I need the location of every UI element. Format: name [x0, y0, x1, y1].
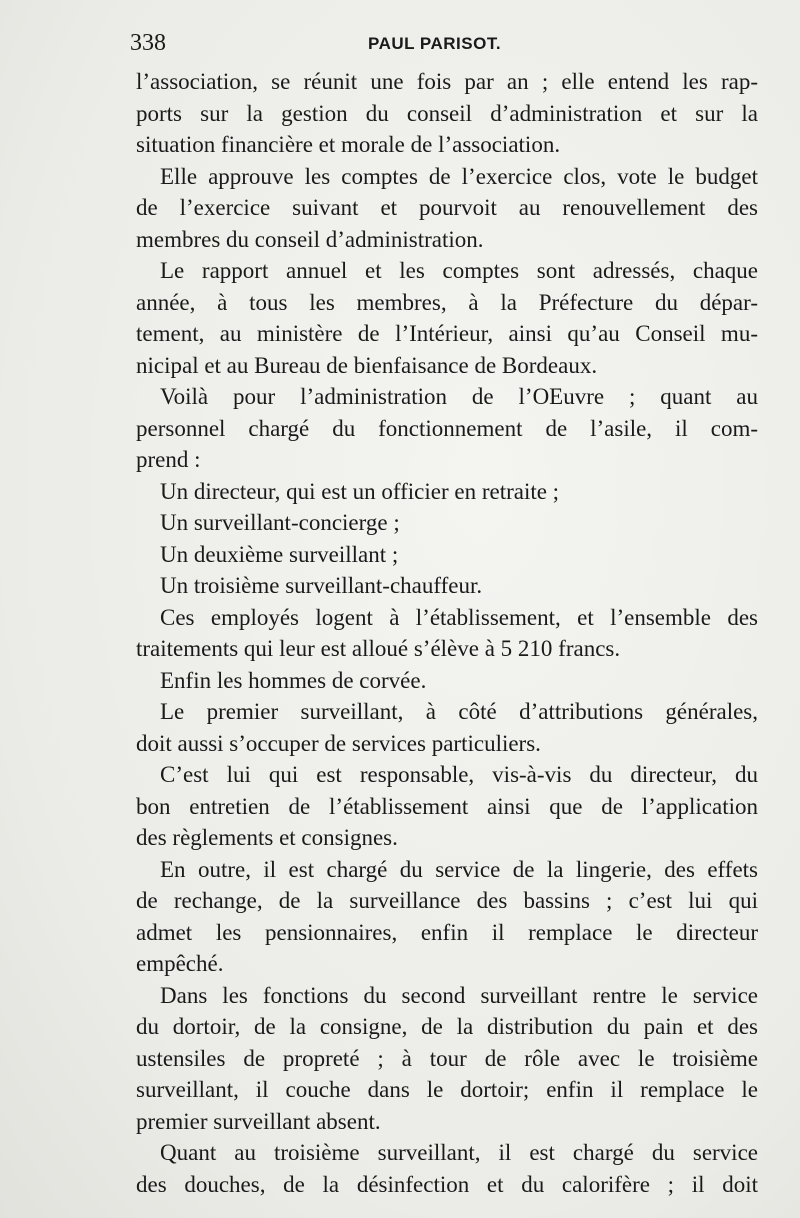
text-line: nicipal et au Bureau de bienfaisance de Bordeaux.	[136, 352, 598, 378]
text-line: Voilà pour l’administration de l’OEuvre ; quant au	[160, 384, 758, 409]
paragraph	[136, 602, 758, 665]
paragraph	[136, 665, 758, 697]
text-line: situation financière et morale de l’association.	[136, 132, 561, 157]
text-line: Le rapport annuel et les comptes sont adressés, chaque	[160, 258, 758, 283]
text-line: En outre, il est chargé du service de la lingerie, des effets	[160, 856, 758, 882]
text-line: Ces employés logent à l’établissement, et l’ensemble des	[160, 604, 758, 630]
text-line: Elle approuve les comptes de l’exercice clos, vote le budget	[160, 163, 758, 189]
text-line: de rechange, de la surveillance des bassins ; c’est lui qui	[136, 888, 758, 913]
running-head: PAUL PARISOT.	[368, 34, 502, 53]
text-line: Enfin les hommes de corvée.	[160, 667, 427, 693]
paragraph	[136, 570, 758, 602]
body-text	[136, 66, 758, 1200]
paragraph	[136, 255, 758, 381]
text-line: Un troisième surveillant-chauffeur.	[160, 573, 483, 598]
text-line: tement, au ministère de l’Intérieur, ainsi qu’au Conseil mu-	[136, 321, 758, 346]
text-line: l’association, se réunit une fois par an ; elle entend les rap-	[136, 69, 758, 94]
text-line: personnel chargé du fonctionnement de l’asile, il com-	[136, 415, 758, 441]
text-line: doit aussi s’occuper de services particuliers.	[136, 730, 541, 756]
paragraph	[136, 161, 758, 256]
text-line: année, à tous les membres, à la Préfecture du dépar-	[136, 289, 758, 315]
text-line: prend :	[136, 447, 201, 472]
text-line: Le premier surveillant, à côté d’attributions générales,	[160, 699, 758, 724]
text-line: traitements qui leur est alloué s’élève à 5 210 francs.	[136, 636, 621, 661]
text-line: Un directeur, qui est un officier en retraite ;	[160, 478, 560, 504]
text-line: Un surveillant-concierge ;	[160, 510, 400, 535]
page-number: 338	[130, 30, 166, 56]
text-line: du dortoir, de la consigne, de la distribution du pain et des	[136, 1014, 758, 1039]
paragraph	[136, 66, 758, 161]
text-line: ustensiles de propreté ; à tour de rôle avec le troisième	[136, 1045, 758, 1071]
paragraph	[136, 476, 758, 508]
text-line: des douches, de la désinfection et du calorifère ; il doit	[136, 1171, 758, 1197]
text-line: Dans les fonctions du second surveillant rentre le service	[160, 982, 758, 1008]
text-line: C’est lui qui est responsable, vis-à-vis du directeur, du	[160, 762, 758, 787]
text-line: membres du conseil d’administration.	[136, 226, 484, 252]
text-line: Quant au troisième surveillant, il est chargé du service	[160, 1140, 758, 1165]
paragraph	[136, 759, 758, 854]
paragraph	[136, 539, 758, 571]
paragraph	[136, 1137, 758, 1200]
text-line: ports sur la gestion du conseil d’administration et sur la	[136, 100, 758, 126]
text-line: premier surveillant absent.	[136, 1108, 381, 1134]
text-line: admet les pensionnaires, enfin il remplace le directeur	[136, 919, 758, 945]
paragraph	[136, 980, 758, 1138]
paragraph	[136, 696, 758, 759]
text-line: de l’exercice suivant et pourvoit au renouvellement des	[136, 195, 758, 220]
text-line: empêché.	[136, 951, 224, 976]
paragraph	[136, 854, 758, 980]
text-line: des règlements et consignes.	[136, 825, 398, 850]
paragraph	[136, 381, 758, 476]
text-line: Un deuxième surveillant ;	[160, 541, 399, 567]
page-header	[130, 30, 770, 64]
text-line: surveillant, il couche dans le dortoir; enfin il remplace le	[136, 1077, 758, 1102]
paragraph	[136, 507, 758, 539]
text-line: bon entretien de l’établissement ainsi que de l’application	[136, 793, 758, 819]
